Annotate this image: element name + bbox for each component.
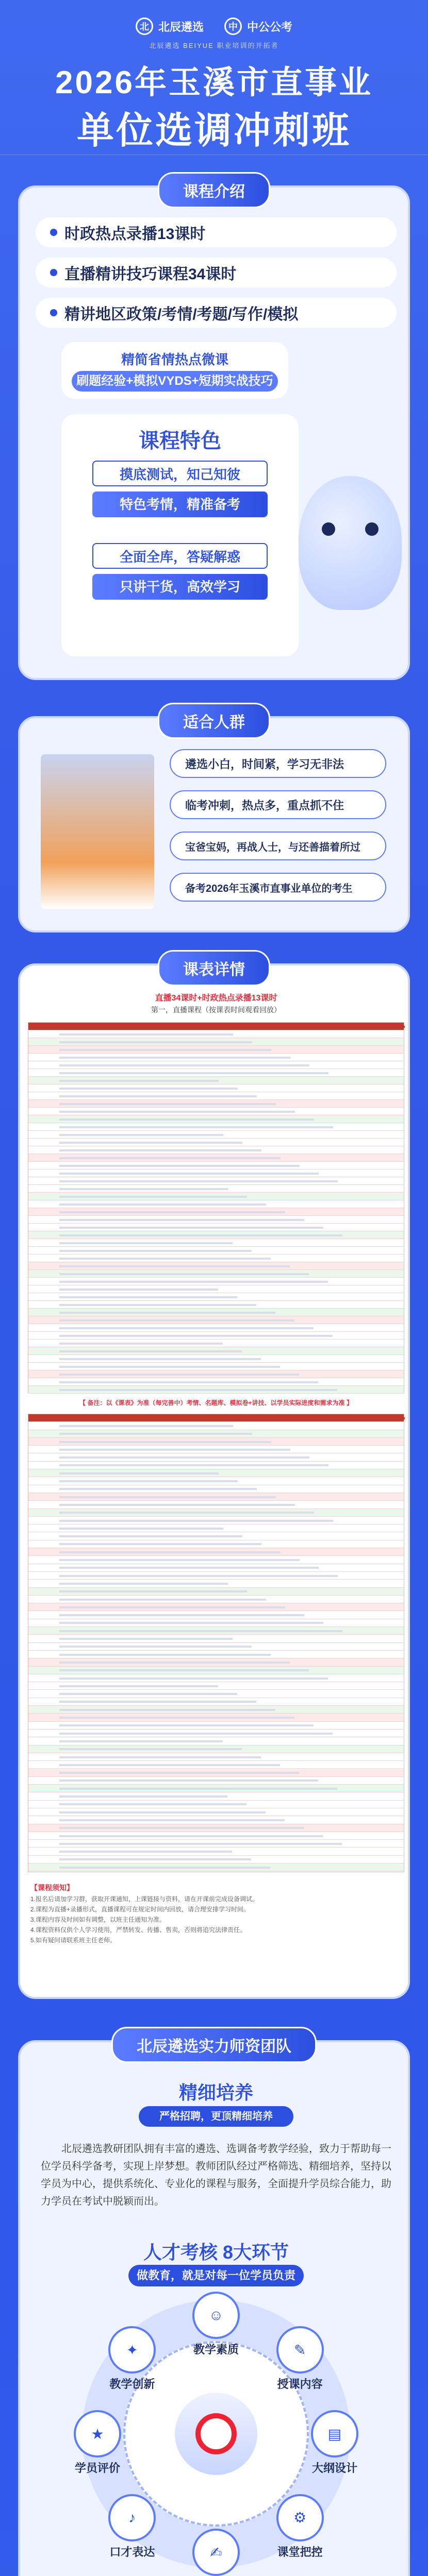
feature-3: 全面全库，答疑解惑 <box>92 543 268 569</box>
ring-node-label: 教学素质 <box>193 2343 239 2356</box>
table-row <box>28 1856 404 1863</box>
table-row <box>28 1588 404 1596</box>
node-icon: ⚙ <box>293 2510 307 2526</box>
table-cell <box>59 1312 275 1314</box>
table-cell <box>59 1488 257 1490</box>
table-row <box>28 1154 404 1162</box>
ring-node-4 <box>276 2494 324 2541</box>
table-row <box>28 1572 404 1580</box>
table-row <box>28 1524 404 1532</box>
brand-logo-icon: 北 <box>136 18 153 35</box>
table-cell <box>59 1851 232 1853</box>
table-row <box>28 1643 404 1651</box>
brand-subtitle: 北辰遴选 BEIYUE 职业培训的开拓者 <box>149 42 279 49</box>
table-cell <box>59 1433 252 1435</box>
table-cell <box>59 1614 304 1616</box>
intro-item-2: 直播精讲技巧课程34课时 <box>36 258 397 287</box>
table-cell <box>59 1795 227 1798</box>
table-row <box>28 1477 404 1485</box>
table-cell <box>59 1211 285 1213</box>
table-cell <box>59 1173 319 1175</box>
table-row <box>28 1438 404 1446</box>
table-cell <box>59 1756 261 1758</box>
page-title-line1: 2026年玉溪市直事业 <box>55 65 373 100</box>
table-row <box>28 1548 404 1556</box>
table-cell <box>59 1724 314 1726</box>
table-cell <box>59 1559 300 1561</box>
table-cell <box>59 1095 257 1097</box>
ring-node-label: 大纲设计 <box>311 2462 357 2475</box>
table-row <box>28 1667 404 1674</box>
table-cell <box>59 1772 299 1774</box>
table-cell <box>59 1126 333 1128</box>
table-cell <box>59 1441 271 1443</box>
feature-card <box>61 414 299 656</box>
table-cell <box>59 1319 294 1321</box>
table-cell <box>59 1512 314 1514</box>
table-row <box>28 1355 404 1363</box>
bullet-icon <box>50 229 57 236</box>
table-row <box>28 1030 404 1038</box>
teacher-photo <box>41 754 154 909</box>
table-cell <box>59 1867 270 1869</box>
table-cell <box>59 1599 266 1601</box>
note-item: 4.课程资料仅供个人学习使用，严禁转发、传播、售卖，否则将追究法律责任。 <box>30 1926 246 1934</box>
table-row <box>28 1540 404 1548</box>
table-row <box>28 1603 404 1611</box>
intro-panel <box>18 185 410 680</box>
table-cell <box>59 1111 295 1113</box>
table-row <box>28 1422 404 1430</box>
table-row <box>28 1517 404 1524</box>
table-cell <box>59 1520 333 1522</box>
feature-4: 只讲干货，高效学习 <box>92 574 268 600</box>
brand-logo-2 <box>224 18 292 35</box>
table-cell <box>59 1064 309 1066</box>
table-row <box>28 1501 404 1509</box>
table-cell <box>59 1258 271 1260</box>
table-row <box>28 1255 404 1262</box>
table-row <box>28 1824 404 1832</box>
note-item: 2.课程为直播+录播形式，直播课程可在规定时间内回放，请合理安排学习时间。 <box>30 1906 250 1913</box>
table-cell <box>59 1057 290 1059</box>
note-item: 1.报名后请加学习群，获取开课通知，上课链接与资料，请在开课前完成设备调试。 <box>30 1895 259 1903</box>
ring-title: 人才考核 8大环节 <box>143 2242 289 2263</box>
table-row <box>28 1430 404 1438</box>
table-cell <box>59 1543 261 1545</box>
table-cell <box>59 1033 233 1036</box>
table-row <box>28 1200 404 1208</box>
ring-node-3 <box>311 2410 358 2458</box>
table-cell <box>59 1472 219 1475</box>
table-row <box>28 1084 404 1092</box>
table-row <box>28 1785 404 1792</box>
gift-card <box>61 342 288 399</box>
table-row <box>28 1816 404 1824</box>
table-cell <box>59 1350 242 1352</box>
table-row <box>28 1231 404 1239</box>
table-cell <box>59 1180 338 1182</box>
table-row <box>28 1745 404 1753</box>
table-cell <box>59 1740 223 1742</box>
table-cell <box>59 1196 247 1198</box>
table-row <box>28 1808 404 1816</box>
table-cell <box>59 1296 237 1298</box>
table-row <box>28 1580 404 1587</box>
table-cell <box>59 1289 218 1291</box>
table-cell <box>59 1118 314 1121</box>
table-cell <box>59 1480 238 1482</box>
table-cell <box>59 1134 223 1136</box>
table-cell <box>59 1685 218 1687</box>
table-row <box>28 1162 404 1170</box>
table-row <box>28 1054 404 1061</box>
table-cell <box>59 1049 271 1051</box>
schedule-table-1 <box>28 1022 404 1393</box>
table-cell <box>59 1188 228 1190</box>
table-row <box>28 1185 404 1193</box>
table-cell <box>59 1733 333 1735</box>
table-cell <box>59 1165 300 1167</box>
table-row <box>28 1627 404 1635</box>
table-row <box>28 1753 404 1761</box>
node-icon: ★ <box>91 2426 104 2442</box>
table-row <box>28 1324 404 1332</box>
table-cell <box>59 1590 247 1592</box>
table-row <box>28 1635 404 1642</box>
schedule-note-1: 直播34课时+时政热点录播13课时 <box>155 994 277 1003</box>
table-row <box>28 1509 404 1517</box>
table-row <box>28 1239 404 1247</box>
table-cell <box>59 1496 276 1498</box>
table-cell <box>59 1250 252 1252</box>
table-cell <box>59 1528 223 1530</box>
hero-section <box>0 0 428 170</box>
table-cell <box>59 1567 319 1569</box>
table-cell <box>59 1583 228 1585</box>
table-cell <box>59 1551 281 1553</box>
table-cell <box>59 1669 309 1671</box>
table-row <box>28 1730 404 1737</box>
table-row <box>28 1682 404 1690</box>
table-row <box>28 1262 404 1270</box>
table-row <box>28 1564 404 1572</box>
feature-2: 特色考情，精准备考 <box>92 492 268 517</box>
audience-tag: 适合人群 <box>158 703 270 739</box>
table-row <box>28 1446 404 1453</box>
brand-name-1: 北辰遴选 <box>158 20 204 33</box>
table-cell <box>59 1374 299 1376</box>
table-row <box>28 1301 404 1309</box>
table-row <box>28 1462 404 1469</box>
table-row <box>28 1115 404 1123</box>
schedule-note-2: 第一，直播课程（按课表时间观看回放） <box>151 1006 281 1014</box>
mascot-eye-icon <box>322 522 335 536</box>
feature-1: 摸底测试，知己知彼 <box>92 461 268 486</box>
table-row <box>28 1123 404 1131</box>
node-icon: ✎ <box>293 2342 306 2358</box>
table-cell <box>59 1358 261 1360</box>
table-row <box>28 1737 404 1745</box>
table-cell <box>59 1811 266 1814</box>
table-row <box>28 1216 404 1224</box>
table-cell <box>59 1630 342 1632</box>
partner-logo-icon: 中 <box>224 18 242 35</box>
audience-panel <box>18 716 410 933</box>
bullet-icon <box>50 309 57 316</box>
node-icon: ♪ <box>128 2509 136 2526</box>
team-panel <box>18 2040 410 2576</box>
ring-node-label: 学员评价 <box>74 2462 120 2475</box>
table-cell <box>59 1748 242 1750</box>
table-cell <box>59 1677 328 1680</box>
table-row <box>28 1193 404 1200</box>
table-row <box>28 1270 404 1278</box>
table-cell <box>59 1381 318 1383</box>
table-row <box>28 1690 404 1698</box>
table-row <box>28 1493 404 1501</box>
table-cell <box>59 1575 338 1577</box>
table-cell <box>59 1142 242 1144</box>
ring-node-1 <box>192 2292 240 2339</box>
table-row <box>28 1801 404 1808</box>
table-row <box>28 1092 404 1100</box>
table-cell <box>59 1041 252 1043</box>
audience-item-1: 遴选小白，时间紧，学习无非法 <box>170 749 386 778</box>
table-cell <box>59 1080 219 1082</box>
table-cell <box>59 1803 246 1805</box>
table-row <box>28 1378 404 1386</box>
table-row <box>28 1414 404 1422</box>
ring-node-label: 教学创新 <box>109 2378 155 2391</box>
table-cell <box>59 1709 275 1711</box>
node-icon: ✦ <box>126 2342 139 2358</box>
mascot-eye-icon <box>365 522 378 536</box>
table-cell <box>59 1606 285 1608</box>
schedule-table-2 <box>28 1414 404 1872</box>
feature-title: 课程特色 <box>139 430 221 452</box>
table-row <box>28 1761 404 1769</box>
table-cell <box>59 1654 271 1656</box>
note-item: 5.如有疑问请联系班主任老师。 <box>30 1937 117 1944</box>
table-row <box>28 1485 404 1493</box>
table-row <box>28 1293 404 1301</box>
team-paragraph: 北辰遴选教研团队拥有丰富的遴选、选调备考教学经验，致力于帮助每一位学员科学备考，实现上岸梦想。教师团队经过严格筛选、精细培养，坚持以学员为中心，提供系统化、专业化的课程与服务，全面提升学员综合能力，助力学员在考试中脱颖而出。 <box>41 2143 391 2207</box>
table-row <box>28 1370 404 1378</box>
gift-line: 刷题经验+模拟VYDS+短期实战技巧 <box>72 371 278 392</box>
table-row <box>28 1285 404 1293</box>
table-cell <box>59 1157 281 1159</box>
table-row <box>28 1832 404 1840</box>
table-cell <box>59 1204 266 1206</box>
table-row <box>28 1100 404 1108</box>
brand-name-2: 中公公考 <box>247 20 293 33</box>
notes-list <box>30 1894 402 1945</box>
table-row <box>28 1386 404 1394</box>
table-cell <box>59 1646 252 1648</box>
table-row <box>28 1038 404 1046</box>
table-row <box>28 1840 404 1848</box>
table-cell <box>59 1717 294 1719</box>
table-cell <box>59 1273 309 1275</box>
table-cell <box>59 1535 242 1537</box>
table-row <box>28 1340 404 1347</box>
table-cell <box>59 1335 333 1337</box>
gift-title: 精简省情热点微课 <box>121 352 228 367</box>
node-icon: ✍ <box>210 2544 222 2561</box>
table-row <box>28 1363 404 1370</box>
table-row <box>28 1722 404 1730</box>
table-cell <box>59 1701 256 1703</box>
page-title-line2: 单位选调冲刺班 <box>76 110 351 151</box>
table-cell <box>59 1327 314 1329</box>
table-row <box>28 1146 404 1154</box>
ring-node-2 <box>276 2326 324 2374</box>
table-cell <box>59 1456 309 1459</box>
table-cell <box>59 1764 280 1766</box>
table-row <box>28 1714 404 1721</box>
table-row <box>28 1533 404 1540</box>
mascot-image <box>299 476 402 610</box>
table-cell <box>59 1219 304 1221</box>
table-row <box>28 1177 404 1185</box>
audience-item-4: 备考2026年玉溪市直事业单位的考生 <box>170 873 386 902</box>
table-row <box>28 1069 404 1077</box>
schedule-bottom-note: 【 备注：以《课表》为准（每完善中）考情、名题库、模拟卷+讲技、以学员实际进度和需求为准 】 <box>79 1399 353 1406</box>
ring-node-5 <box>192 2529 240 2576</box>
table-cell <box>59 1827 304 1829</box>
table-cell <box>59 1819 285 1821</box>
brand-row <box>0 18 428 35</box>
table-row <box>28 1023 404 1030</box>
table-row <box>28 1139 404 1146</box>
table-cell <box>59 1835 323 1837</box>
ring-node-label: 授课内容 <box>277 2378 323 2391</box>
center-target-icon <box>195 2413 237 2454</box>
table-row <box>28 1619 404 1627</box>
table-cell <box>59 1788 337 1790</box>
table-cell <box>28 1417 405 1419</box>
brand-logo-1 <box>136 18 204 35</box>
table-row <box>28 1332 404 1340</box>
node-icon: ▤ <box>327 2426 342 2442</box>
table-cell <box>59 1464 328 1466</box>
table-cell <box>59 1425 233 1427</box>
ring-node-label: 课堂把控 <box>277 2545 323 2558</box>
table-row <box>28 1596 404 1603</box>
table-row <box>28 1556 404 1564</box>
table-row <box>28 1777 404 1785</box>
table-cell <box>59 1281 328 1283</box>
intro-item-1: 时政热点录播13课时 <box>36 217 397 247</box>
table-row <box>28 1316 404 1324</box>
node-icon: ☺ <box>208 2307 224 2323</box>
intro-item-3: 精讲地区政策/考情/考题/写作/模拟 <box>36 298 397 328</box>
table-row <box>28 1309 404 1316</box>
table-row <box>28 1247 404 1255</box>
table-cell <box>59 1103 276 1105</box>
table-cell <box>59 1449 290 1451</box>
table-cell <box>59 1780 318 1782</box>
table-row <box>28 1077 404 1084</box>
table-row <box>28 1792 404 1800</box>
bullet-icon <box>50 269 57 276</box>
intro-tag: 课程介绍 <box>158 172 270 208</box>
ring-node-6 <box>108 2494 156 2541</box>
note-item: 3.课程内容及时间如有调整，以班主任通知为准。 <box>30 1916 166 1923</box>
table-cell <box>59 1389 337 1391</box>
table-row <box>28 1469 404 1477</box>
notes-title: 【课程须知】 <box>30 1884 74 1892</box>
table-row <box>28 1046 404 1054</box>
table-row <box>28 1347 404 1355</box>
table-cell <box>59 1366 280 1368</box>
mascot-face <box>322 522 378 543</box>
ring-node-7 <box>74 2410 121 2458</box>
table-row <box>28 1224 404 1231</box>
table-cell <box>59 1227 323 1229</box>
table-cell <box>59 1149 261 1151</box>
table-cell <box>28 1026 405 1028</box>
schedule-panel <box>18 963 410 1999</box>
table-row <box>28 1651 404 1658</box>
table-row <box>28 1848 404 1856</box>
table-cell <box>59 1504 295 1506</box>
team-tag: 北辰遴选实力师资团队 <box>111 2027 317 2063</box>
table-cell <box>59 1622 323 1624</box>
ring-sub: 做教育，就是对每一位学员负责 <box>128 2265 304 2286</box>
table-row <box>28 1454 404 1462</box>
table-cell <box>59 1088 238 1090</box>
table-cell <box>59 1234 342 1236</box>
audience-item-2: 临考冲刺，热点多，重点抓不住 <box>170 790 386 819</box>
table-row <box>28 1863 404 1871</box>
table-row <box>28 1061 404 1069</box>
table-row <box>28 1131 404 1139</box>
table-row <box>28 1674 404 1682</box>
table-row <box>28 1108 404 1115</box>
team-section1-title: 精细培养 <box>178 2082 253 2103</box>
schedule-tag: 课表详情 <box>158 950 270 986</box>
table-cell <box>59 1858 251 1860</box>
table-row <box>28 1698 404 1706</box>
audience-item-3: 宝爸宝妈，再战人士，与还善描着所过 <box>170 832 386 860</box>
table-cell <box>59 1693 237 1695</box>
table-row <box>28 1170 404 1177</box>
team-section1-sub: 严格招聘，更顶精细培养 <box>139 2106 293 2127</box>
table-row <box>28 1769 404 1777</box>
table-row <box>28 1658 404 1666</box>
table-cell <box>59 1072 328 1074</box>
table-cell <box>59 1265 290 1267</box>
table-cell <box>59 1843 342 1845</box>
table-cell <box>59 1304 256 1306</box>
table-row <box>28 1208 404 1216</box>
table-row <box>28 1612 404 1619</box>
table-cell <box>59 1638 233 1640</box>
table-row <box>28 1706 404 1714</box>
table-cell <box>59 1662 290 1664</box>
table-row <box>28 1278 404 1285</box>
table-cell <box>59 1242 233 1244</box>
ring-node-label: 口才表达 <box>109 2545 155 2558</box>
table-cell <box>59 1343 223 1345</box>
